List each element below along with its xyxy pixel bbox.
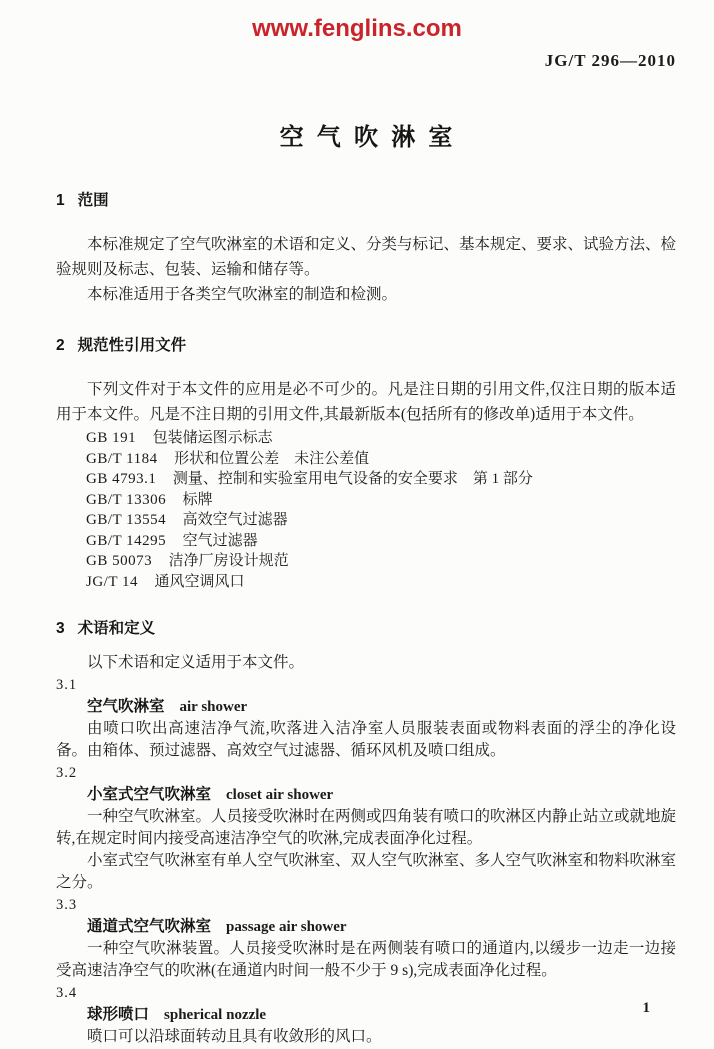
term-number: 3.4	[56, 985, 78, 1001]
reference-title: 高效空气过滤器	[182, 512, 288, 528]
section-number: 2	[56, 337, 65, 354]
reference-item	[56, 428, 676, 449]
document-title: 空气吹淋室	[279, 124, 466, 151]
reference-title: 空气过滤器	[182, 532, 258, 549]
term-name-zh: 球形喷口	[87, 1006, 150, 1023]
section-references-heading	[56, 333, 676, 355]
term-headline	[56, 1004, 676, 1026]
reference-code: GB/T 1184	[86, 450, 158, 467]
term-definition: 喷口可以沿球面转动且具有收敛形的风口。	[87, 1028, 382, 1045]
reference-item	[56, 572, 676, 593]
section-number: 3	[56, 620, 65, 637]
term-name-zh: 通道式空气吹淋室	[87, 918, 212, 935]
section-normative-references	[56, 333, 676, 592]
section-scope-heading	[56, 188, 676, 210]
term-definition: 一种空气吹淋装置。人员接受吹淋时是在两侧装有喷口的通道内,以缓步一边走一边接受高速洁净空气的吹淋(在通道内时间一般不少于 9 s),完成表面净化过程。	[56, 940, 676, 979]
reference-title: 包装储运图示标志	[152, 430, 273, 446]
term-name-zh: 小室式空气吹淋室	[87, 786, 212, 803]
reference-item	[56, 490, 676, 511]
watermark-url: www.fenglins.com	[252, 15, 462, 42]
terms-intro: 以下术语和定义适用于本文件。	[87, 654, 305, 671]
reference-title: 形状和位置公差 未注公差值	[174, 450, 370, 467]
term-headline	[56, 784, 676, 806]
standard-number: JG/T 296—2010	[544, 51, 676, 70]
reference-item	[56, 469, 676, 490]
section-number: 1	[56, 192, 65, 209]
scope-paragraph: 本标准规定了空气吹淋室的术语和定义、分类与标记、基本规定、要求、试验方法、检验规则及标志、包装、运输和储存等。	[56, 236, 677, 278]
term-number: 3.3	[56, 897, 78, 913]
section-heading-label: 范围	[77, 192, 109, 209]
term-item	[56, 894, 676, 982]
reference-code: GB 191	[86, 430, 137, 446]
term-name-en: closet air shower	[226, 787, 334, 803]
reference-code: GB/T 14295	[86, 532, 167, 549]
term-name-en: air shower	[179, 699, 248, 715]
page-number: 1	[642, 1000, 650, 1016]
term-item	[56, 982, 676, 1048]
term-item	[56, 762, 676, 894]
section-heading-label: 术语和定义	[77, 620, 156, 637]
term-name-en: spherical nozzle	[164, 1007, 267, 1023]
reference-code: GB/T 13306	[86, 491, 167, 508]
reference-title: 通风空调风口	[154, 573, 245, 590]
term-headline	[56, 696, 676, 718]
reference-code: GB 4793.1	[86, 471, 157, 487]
scope-paragraph: 本标准适用于各类空气吹淋室的制造和检测。	[87, 286, 398, 303]
references-intro: 下列文件对于本文件的应用是必不可少的。凡是注日期的引用文件,仅注日期的版本适用于本文件。凡是不注日期的引用文件,其最新版本(包括所有的修改单)适用于本文件。	[56, 381, 676, 423]
section-heading-label: 规范性引用文件	[77, 337, 187, 354]
reference-code: GB 50073	[86, 553, 153, 569]
term-definition: 小室式空气吹淋室有单人空气吹淋室、双人空气吹淋室、多人空气吹淋室和物料吹淋室之分。	[56, 852, 677, 891]
term-definition: 由喷口吹出高速洁净气流,吹落进入洁净室人员服装表面或物料表面的浮尘的净化设备。由箱体、预过滤器、高效空气过滤器、循环风机及喷口组成。	[56, 720, 676, 759]
term-item	[56, 674, 676, 762]
references-list	[56, 428, 676, 592]
section-terms-heading	[56, 616, 676, 638]
reference-item	[56, 531, 676, 552]
term-number: 3.1	[56, 677, 78, 693]
term-name-en: passage air shower	[226, 919, 347, 935]
term-headline	[56, 916, 676, 938]
section-scope	[56, 188, 676, 307]
term-definition: 一种空气吹淋室。人员接受吹淋时在两侧或四角装有喷口的吹淋区内静止站立或就地旋转,在规定时间内接受高速洁净空气的吹淋,完成表面净化过程。	[56, 808, 677, 847]
reference-item	[56, 449, 676, 470]
term-number: 3.2	[56, 765, 78, 781]
reference-code: GB/T 13554	[86, 512, 167, 528]
reference-item	[56, 551, 676, 572]
reference-title: 测量、控制和实验室用电气设备的安全要求 第 1 部分	[172, 471, 533, 487]
reference-item	[56, 510, 676, 531]
reference-title: 标牌	[182, 491, 213, 508]
section-terms-definitions	[56, 616, 676, 1048]
reference-code: JG/T 14	[86, 573, 138, 590]
reference-title: 洁净厂房设计规范	[168, 553, 289, 569]
term-name-zh: 空气吹淋室	[87, 698, 165, 715]
